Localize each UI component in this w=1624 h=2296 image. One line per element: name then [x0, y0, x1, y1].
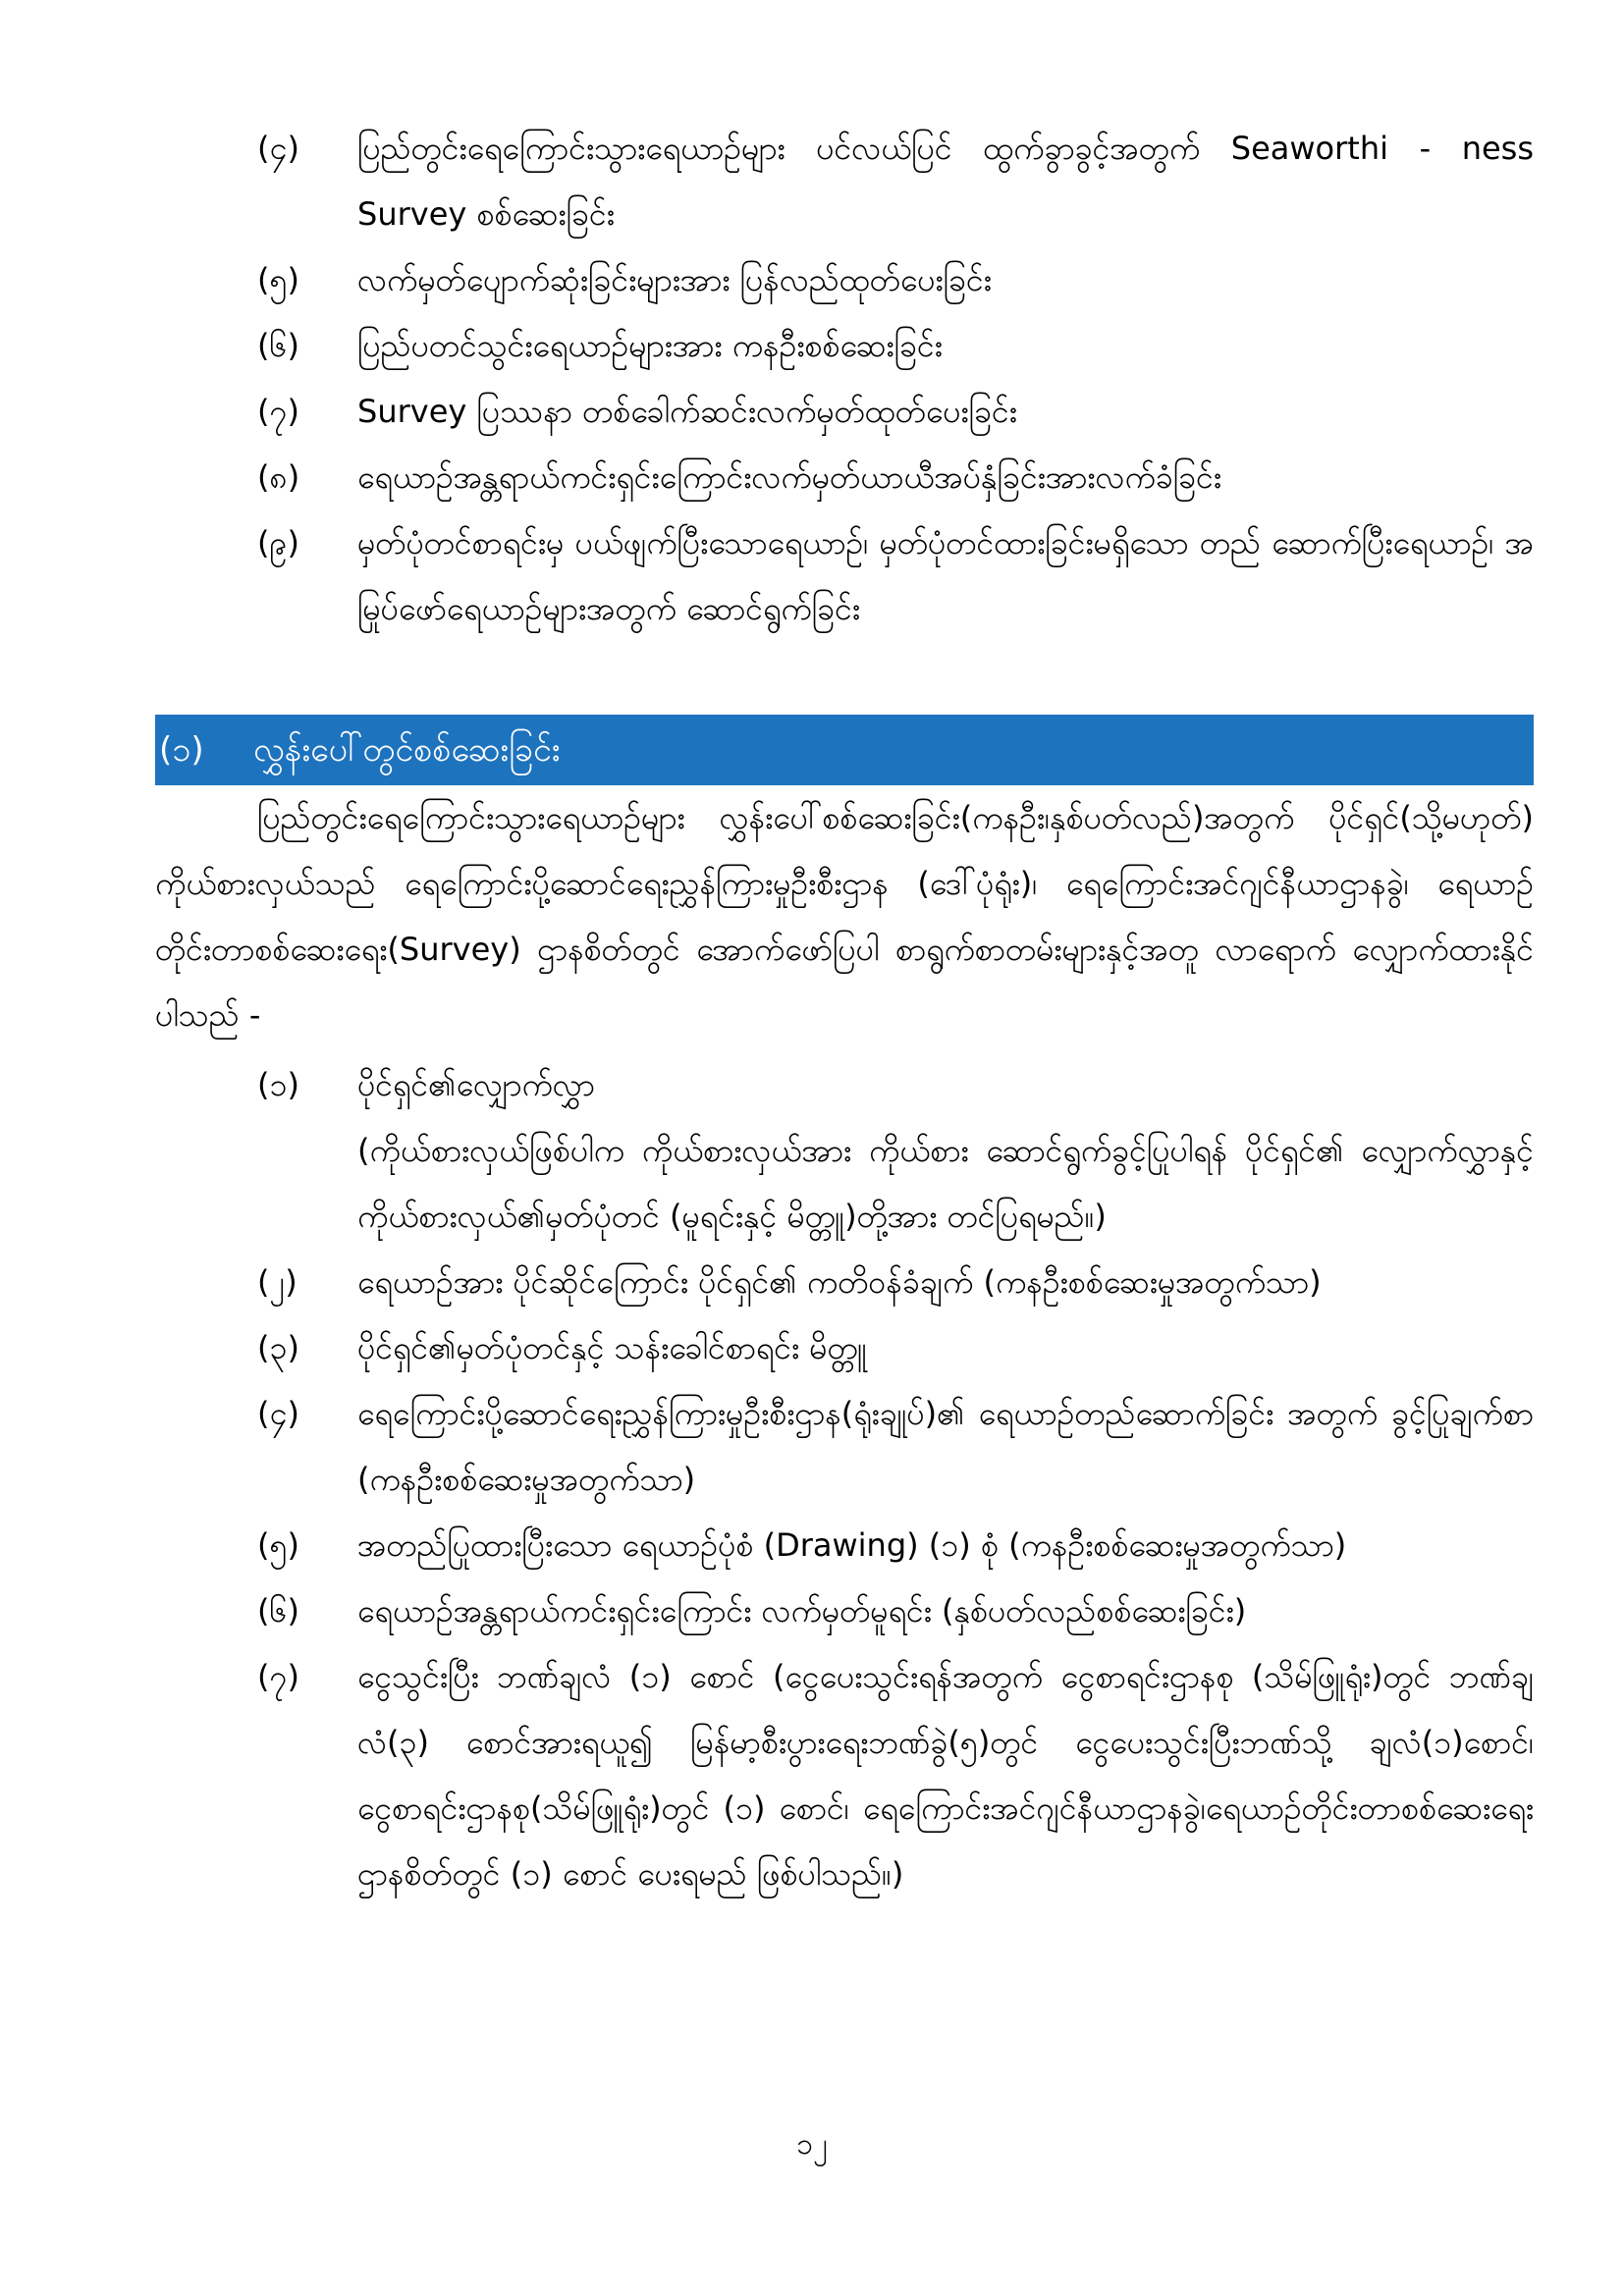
- intro-paragraph: ပြည်တွင်းရေကြောင်းသွားရေယာဉ်များ လွှန်းပေါ်စစ်ဆေးခြင်း(ကနဦး၊နှစ်ပတ်လည်)အတွက် ပိုင်ရှင်(သို့မဟုတ်) ကိုယ်စားလှယ်သည် ရေကြောင်းပို့ဆောင်ရေးညွှန်ကြားမှုဦးစီးဌာန (ဒေါ်ပုံရုံး)၊ ရေကြောင်းအင်ဂျင်နီယာဌာနခွဲ၊ ရေယာဉ်တိုင်းတာစစ်ဆေးရေး(Survey) ဌာနစိတ်တွင် အောက်ဖော်ပြပါ စာရွက်စာတမ်းများနှင့်အတူ လာရောက် လျှောက်ထားနိုင်ပါသည် -: [155, 799, 1534, 1034]
- list-item: [257, 247, 1534, 313]
- list-item: [257, 1513, 1534, 1578]
- list-item-number: (၄): [257, 130, 299, 167]
- list-item-number: (၆): [257, 327, 299, 364]
- list-item-note: (ကိုယ်စားလှယ်ဖြစ်ပါက ကိုယ်စားလှယ်အား ကိုယ်စား ဆောင်ရွက်ခွင့်ပြုပါရန် ပိုင်ရှင်၏ လျှောက်လွှာနှင့် ကိုယ်စားလှယ်၏မှတ်ပုံတင် (မူရင်းနှင့် မိတ္တူ)တို့အား တင်ပြရမည်။): [357, 1132, 1534, 1235]
- list-item-number: (၃): [257, 1329, 299, 1366]
- list-item: [257, 445, 1534, 510]
- list-item-number: (၅): [257, 261, 299, 298]
- list-item-number: (၁): [257, 1066, 299, 1103]
- section-heading: [155, 715, 1534, 785]
- list-item: [257, 1250, 1534, 1315]
- list-item-text: ရေကြောင်းပို့ဆောင်ရေးညွှန်ကြားမှုဦးစီးဌာန(ရုံးချုပ်)၏ ရေယာဉ်တည်ဆောက်ခြင်း အတွက် ခွင့်ပြုချက်စာ (ကနဦးစစ်ဆေးမှုအတွက်သာ): [357, 1395, 1534, 1498]
- list-item-text: ပိုင်ရှင်၏လျှောက်လွှာ: [357, 1066, 595, 1103]
- list-item: [257, 1052, 1534, 1250]
- list-item-text: Survey ပြဿနာ တစ်ခေါက်ဆင်းလက်မှတ်ထုတ်ပေးခြင်း: [357, 393, 1017, 430]
- list-item-number: (၇): [257, 393, 299, 430]
- list-item: [257, 510, 1534, 642]
- service-list: [257, 116, 1534, 642]
- list-item-text: ရေယာဉ်အန္တရာယ်ကင်းရှင်းကြောင်းလက်မှတ်ယာယီအပ်နှံခြင်းအားလက်ခံခြင်း: [357, 458, 1222, 496]
- list-item-number: (၅): [257, 1526, 299, 1564]
- list-item: [257, 1315, 1534, 1381]
- list-item-text: ရေယာဉ်အား ပိုင်ဆိုင်ကြောင်း ပိုင်ရှင်၏ ကတိဝန်ခံချက် (ကနဦးစစ်ဆေးမှုအတွက်သာ): [357, 1263, 1322, 1301]
- section-title: လွှန်းပေါ်တွင်စစ်ဆေးခြင်း: [253, 730, 561, 770]
- list-item: [257, 313, 1534, 379]
- list-item-number: (၈): [257, 458, 300, 496]
- section-number: (၁): [159, 730, 204, 770]
- list-item-text: မှတ်ပုံတင်စာရင်းမှ ပယ်ဖျက်ပြီးသောရေယာဉ်၊ မှတ်ပုံတင်ထားခြင်းမရှိသော တည် ဆောက်ပြီးရေယာဉ်၊ အမြုပ်ဖော်ရေယာဉ်များအတွက် ဆောင်ရွက်ခြင်း: [357, 524, 1535, 627]
- list-item-number: (၉): [257, 524, 299, 561]
- list-item: [257, 116, 1534, 247]
- list-item-text: ငွေသွင်းပြီး ဘဏ်ချလံ (၁) စောင် (ငွေပေးသွင်းရန်အတွက် ငွေစာရင်းဌာနစု (သိမ်ဖြူရုံး)တွင် ဘဏ်ချလံ(၃) စောင်အားရယူ၍ မြန်မာ့စီးပွားရေးဘဏ်ခွဲ(၅)တွင် ငွေပေးသွင်းပြီးဘဏ်သို့ ချလံ(၁)စောင်၊ ငွေစာရင်းဌာနစု(သိမ်ဖြူရုံး)တွင် (၁) စောင်၊ ရေကြောင်းအင်ဂျင်နီယာဌာနခွဲ၊ရေယာဉ်တိုင်းတာစစ်ဆေးရေးဌာနစိတ်တွင် (၁) စောင် ပေးရမည် ဖြစ်ပါသည်။): [357, 1658, 1534, 1893]
- list-item-text: အတည်ပြုထားပြီးသော ရေယာဉ်ပုံစံ (Drawing) (၁) စုံ (ကနဦးစစ်ဆေးမှုအတွက်သာ): [357, 1526, 1347, 1564]
- list-item-number: (၇): [257, 1658, 299, 1695]
- list-item-text: ရေယာဉ်အန္တရာယ်ကင်းရှင်းကြောင်း လက်မှတ်မူရင်း (နှစ်ပတ်လည်စစ်ဆေးခြင်း): [357, 1592, 1247, 1629]
- list-item: [257, 1644, 1534, 1907]
- list-item: [257, 379, 1534, 445]
- list-item-number: (၆): [257, 1592, 299, 1629]
- list-item-number: (၄): [257, 1395, 299, 1432]
- page-number: ၁၂: [796, 2127, 828, 2162]
- list-item: [257, 1578, 1534, 1644]
- list-item: [257, 1381, 1534, 1513]
- list-item-text: ပြည်တွင်းရေကြောင်းသွားရေယာဉ်များ ပင်လယ်ပြင် ထွက်ခွာခွင့်အတွက် Seaworthi - ness Survey စစ်ဆေးခြင်း: [357, 130, 1534, 233]
- requirements-list: [257, 1052, 1534, 1907]
- list-item-text: ပိုင်ရှင်၏မှတ်ပုံတင်နှင့် သန်းခေါင်စာရင်း မိတ္တူ: [357, 1329, 867, 1366]
- list-item-text: ပြည်ပတင်သွင်းရေယာဉ်များအား ကနဦးစစ်ဆေးခြင်း: [357, 327, 943, 364]
- list-item-text: လက်မှတ်ပျောက်ဆုံးခြင်းများအား ပြန်လည်ထုတ်ပေးခြင်း: [357, 261, 992, 298]
- list-item-number: (၂): [257, 1263, 298, 1301]
